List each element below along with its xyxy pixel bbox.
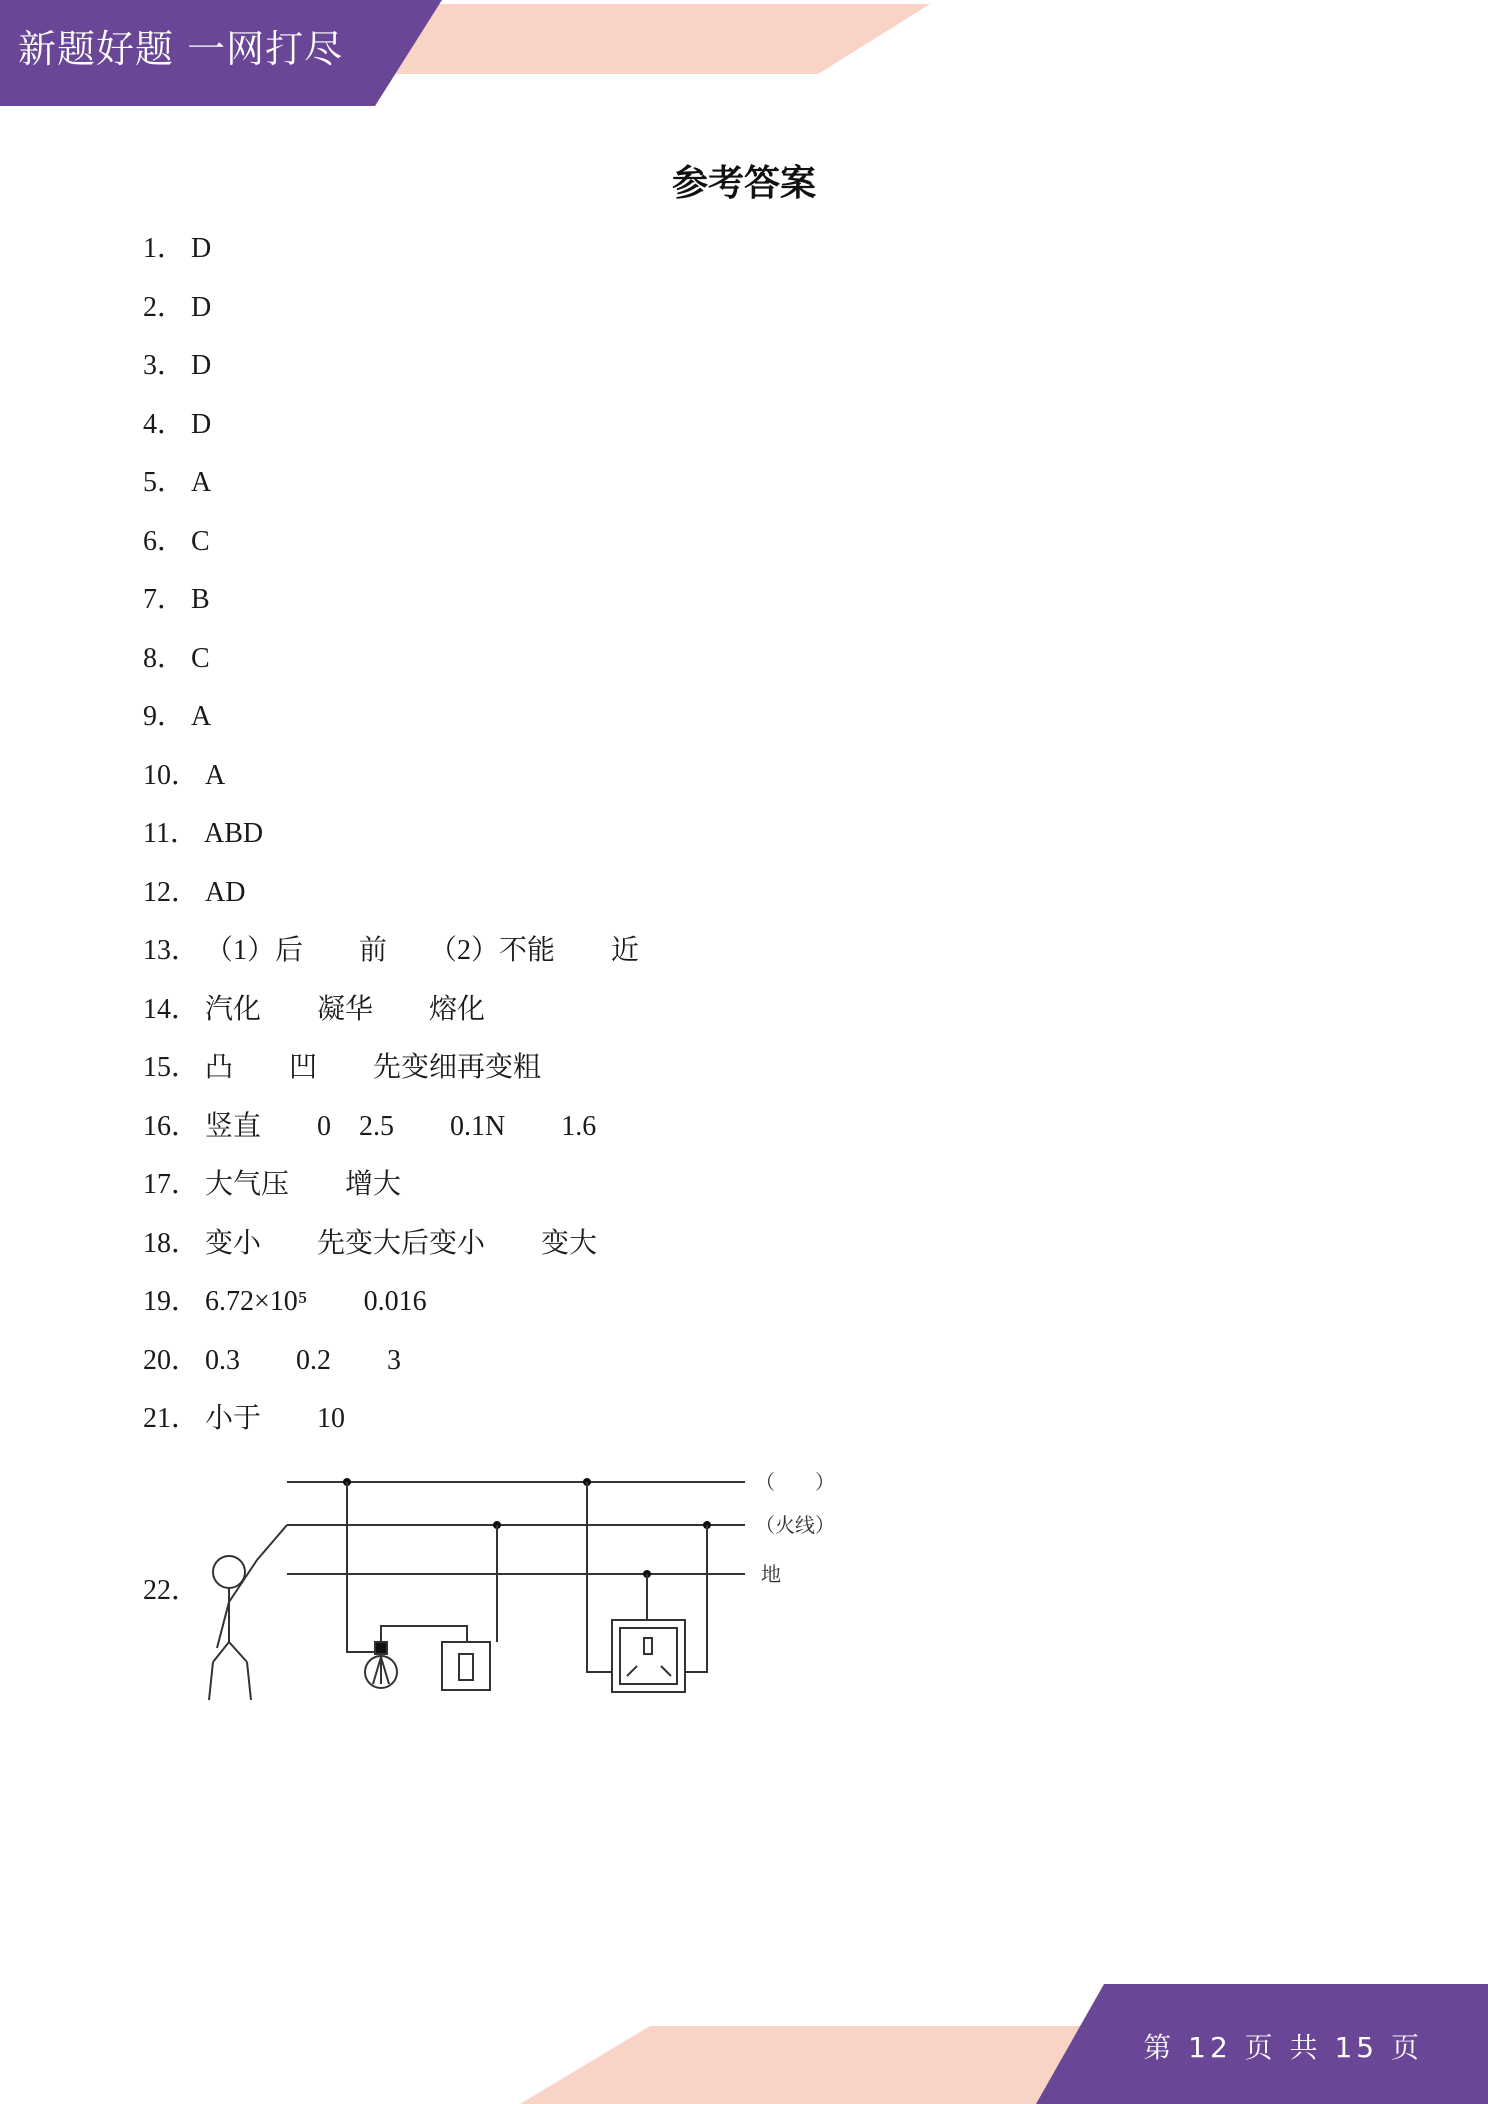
answer-item-4 <box>143 404 639 463</box>
answer-list <box>143 228 639 1457</box>
answer-text: 6.72×10⁵ 0.016 <box>205 1286 427 1317</box>
answer-text: D <box>191 350 212 381</box>
answer-number: 7． <box>143 584 186 615</box>
person-figure <box>209 1525 287 1700</box>
answer-number: 6． <box>143 525 186 557</box>
page-number: 第 12 页 共 15 页 <box>1143 2031 1423 2064</box>
answer-text: B <box>191 584 210 615</box>
answer-number: 1． <box>143 233 186 264</box>
answer-number: 2． <box>143 291 186 323</box>
answer-item-14 <box>143 989 639 1048</box>
answer-item-10 <box>143 755 639 814</box>
answer-text: 变小 先变大后变小 变大 <box>205 1227 598 1259</box>
answer-item-8 <box>143 638 639 697</box>
answer-item-15 <box>143 1047 639 1106</box>
answer-text: A <box>205 759 226 791</box>
answer-text: D <box>191 408 212 440</box>
answer-item-7 <box>143 579 639 638</box>
switch-icon <box>442 1642 490 1690</box>
answer-text: C <box>191 642 210 674</box>
live-line-label: （火线） <box>755 1513 835 1537</box>
answer-number: 21． <box>143 1403 200 1434</box>
answer-item-19 <box>143 1281 639 1340</box>
answer-text: 小于 10 <box>205 1403 346 1434</box>
answer-number: 19． <box>143 1286 200 1317</box>
answer-item-2 <box>143 287 639 346</box>
answer-item-16 <box>143 1106 639 1165</box>
socket-icon <box>612 1620 685 1692</box>
answer-number: 10． <box>143 759 200 791</box>
answer-item-18 <box>143 1223 639 1282</box>
switch-wire <box>381 1626 467 1642</box>
answer-text: AD <box>205 876 246 908</box>
answer-item-22-number: 22． <box>143 1575 200 1606</box>
answer-item-5 <box>143 462 639 521</box>
answer-number: 8． <box>143 642 186 674</box>
answer-number: 18． <box>143 1227 200 1259</box>
answer-item-20 <box>143 1340 639 1399</box>
answer-text: （1）后 前 （2）不能 近 <box>205 935 640 966</box>
top-line-label: （ ） <box>755 1470 835 1494</box>
answer-number: 9． <box>143 701 186 732</box>
answer-text: 汽化 凝华 熔化 <box>205 993 486 1025</box>
header-title: 新题好题 一网打尽 <box>18 27 344 71</box>
lamp-wire <box>347 1482 381 1652</box>
bulb-icon <box>365 1642 397 1688</box>
answer-number: 15． <box>143 1052 200 1083</box>
answer-number: 12． <box>143 876 200 908</box>
answer-text: D <box>191 233 212 264</box>
answer-item-13 <box>143 930 639 989</box>
answer-item-11 <box>143 813 639 872</box>
socket-live-wire <box>685 1525 707 1672</box>
answer-item-3 <box>143 345 639 404</box>
answer-item-1 <box>143 228 639 287</box>
header-banner-peach <box>380 4 930 74</box>
socket-neutral-wire <box>587 1482 612 1672</box>
answer-text: D <box>191 291 212 323</box>
answer-item-9 <box>143 696 639 755</box>
answer-text: C <box>191 525 210 557</box>
answer-number: 17． <box>143 1169 200 1200</box>
answer-text: 大气压 增大 <box>205 1169 402 1200</box>
answer-item-12 <box>143 872 639 931</box>
circuit-diagram <box>195 1462 855 1710</box>
answer-text: 竖直 0 2.5 0.1N 1.6 <box>205 1110 597 1142</box>
answer-text: ABD <box>203 818 264 849</box>
answer-item-17 <box>143 1164 639 1223</box>
page-title: 参考答案 <box>671 163 816 204</box>
answer-text: A <box>191 467 212 498</box>
answer-item-21 <box>143 1398 639 1457</box>
answer-number: 13． <box>143 935 200 966</box>
answer-text: 凸 凹 先变细再变粗 <box>205 1052 542 1083</box>
answer-text: A <box>191 701 212 732</box>
ground-line-label: 地 <box>761 1562 781 1586</box>
answer-number: 11． <box>143 818 198 849</box>
answer-text: 0.3 0.2 3 <box>205 1344 402 1376</box>
answer-number: 5． <box>143 467 186 498</box>
answer-number: 4． <box>143 408 186 440</box>
answer-number: 14． <box>143 993 200 1025</box>
answer-number: 16． <box>143 1110 200 1142</box>
answer-item-6 <box>143 521 639 580</box>
answer-number: 20． <box>143 1344 200 1376</box>
answer-number: 3． <box>143 350 186 381</box>
